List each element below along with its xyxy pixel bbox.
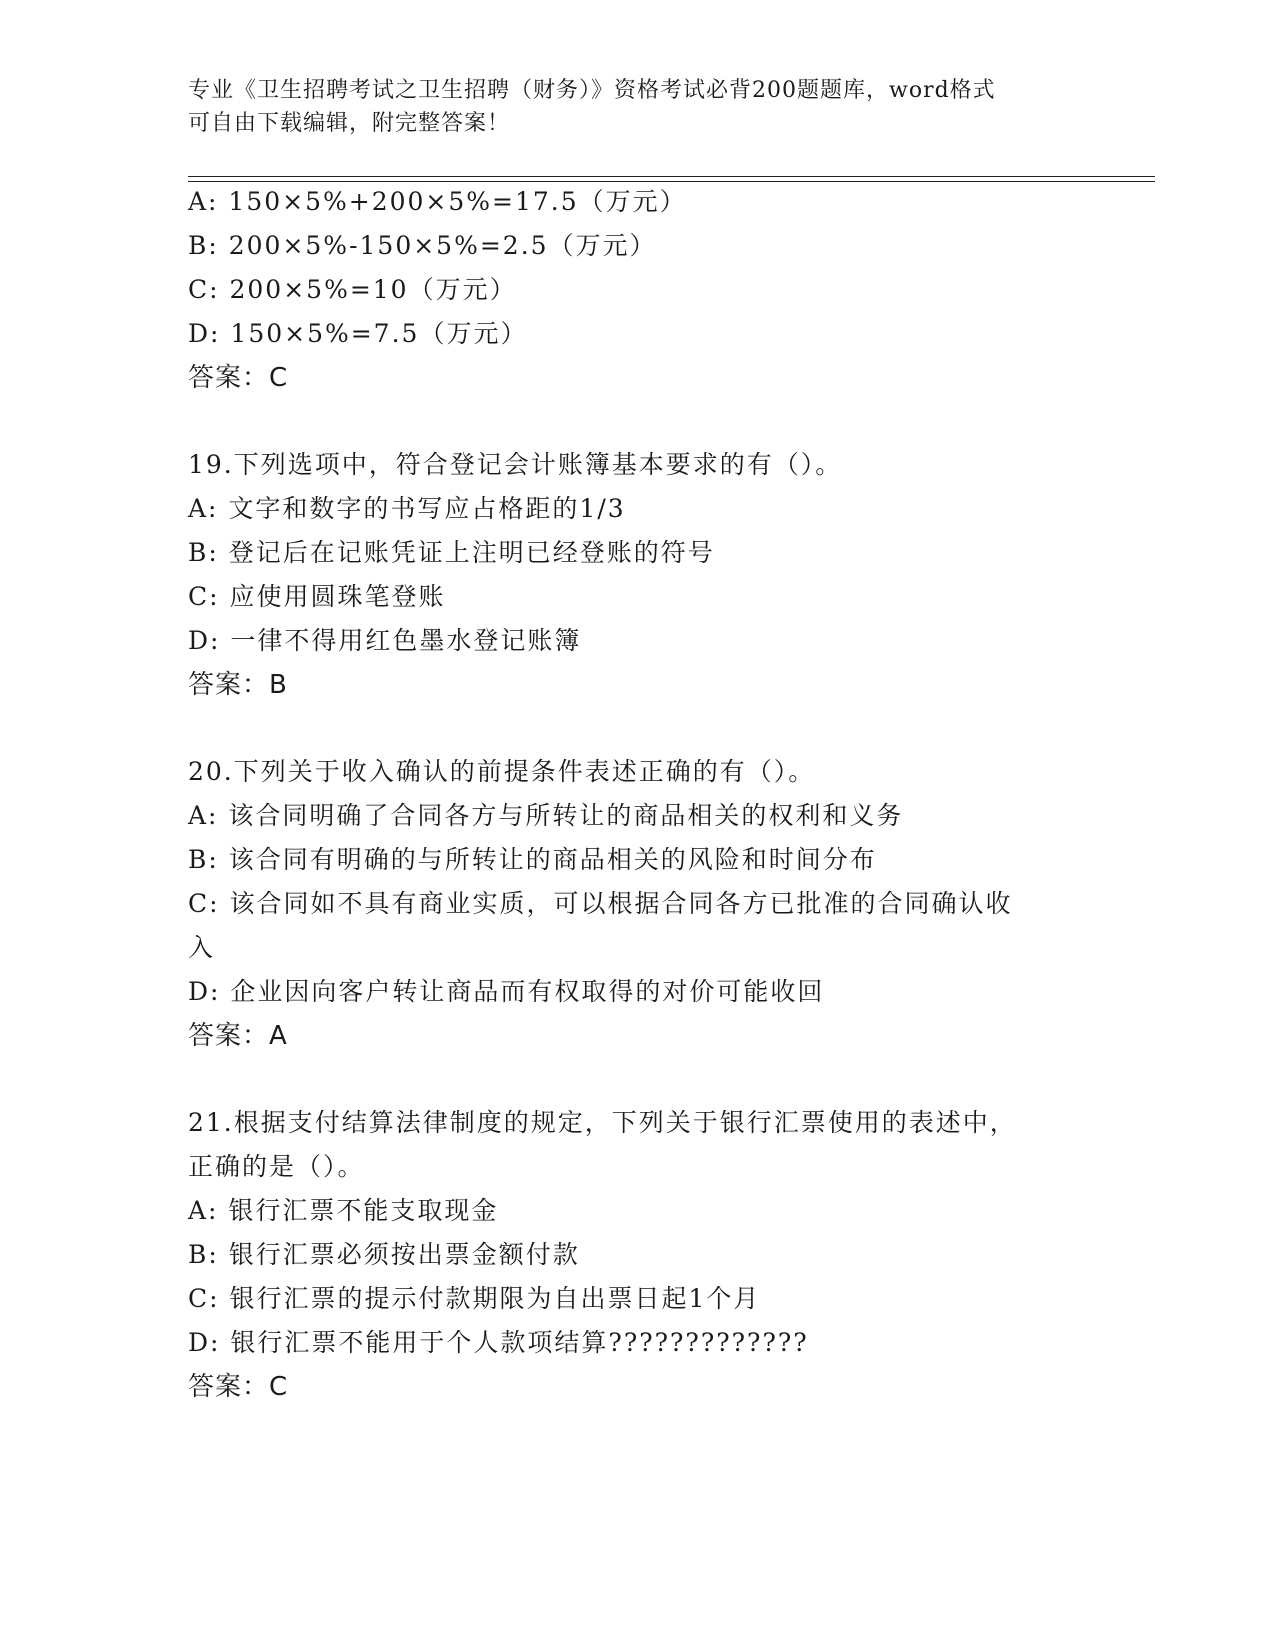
q21-option-d: D: 银行汇票不能用于个人款项结算????????????? — [188, 1328, 809, 1357]
header-divider-bottom — [188, 181, 1155, 182]
document-header — [188, 74, 1088, 140]
q19-option-a: A: 文字和数字的书写应占格距的1/3 — [188, 494, 626, 523]
q20-option-a: A: 该合同明确了合同各方与所转让的商品相关的权利和义务 — [188, 801, 904, 830]
q21-answer: 答案：C — [188, 1372, 289, 1402]
q18-option-b: B: 200×5%-150×5%=2.5（万元） — [188, 231, 657, 260]
q18-option-c: C: 200×5%=10（万元） — [188, 275, 517, 304]
q20-option-b: B: 该合同有明确的与所转让的商品相关的风险和时间分布 — [188, 845, 877, 874]
q19-stem: 19.下列选项中，符合登记会计账簿基本要求的有（）。 — [188, 450, 843, 479]
q21-option-a: A: 银行汇票不能支取现金 — [188, 1196, 499, 1225]
q19-option-c: C: 应使用圆珠笔登账 — [188, 582, 446, 611]
q19-answer: 答案：B — [188, 670, 288, 700]
q21-stem-line-2: 正确的是（）。 — [188, 1152, 365, 1181]
q20-option-d: D: 企业因向客户转让商品而有权取得的对价可能收回 — [188, 977, 825, 1006]
q21-option-c: C: 银行汇票的提示付款期限为自出票日起1个月 — [188, 1284, 761, 1313]
q19-option-d: D: 一律不得用红色墨水登记账簿 — [188, 626, 582, 655]
q21-option-b: B: 银行汇票必须按出票金额付款 — [188, 1240, 580, 1269]
q20-stem: 20.下列关于收入确认的前提条件表述正确的有（）。 — [188, 757, 816, 786]
q18-answer: 答案：C — [188, 363, 289, 393]
header-divider-top — [188, 176, 1155, 177]
q18-option-a: A: 150×5%+200×5%=17.5（万元） — [188, 187, 687, 216]
q21-stem-line-1: 21.根据支付结算法律制度的规定，下列关于银行汇票使用的表述中， — [188, 1108, 1017, 1137]
q19-option-b: B: 登记后在记账凭证上注明已经登账的符号 — [188, 538, 715, 567]
q20-option-c-line-1: C: 该合同如不具有商业实质，可以根据合同各方已批准的合同确认收 — [188, 889, 1013, 918]
header-line-1: 专业《卫生招聘考试之卫生招聘（财务）》资格考试必背200题题库，word格式 — [188, 78, 996, 103]
q20-answer: 答案：A — [188, 1021, 288, 1051]
q18-option-d: D: 150×5%=7.5（万元） — [188, 319, 528, 348]
header-line-2: 可自由下载编辑，附完整答案！ — [188, 111, 511, 136]
q20-option-c-line-2: 入 — [188, 933, 216, 962]
